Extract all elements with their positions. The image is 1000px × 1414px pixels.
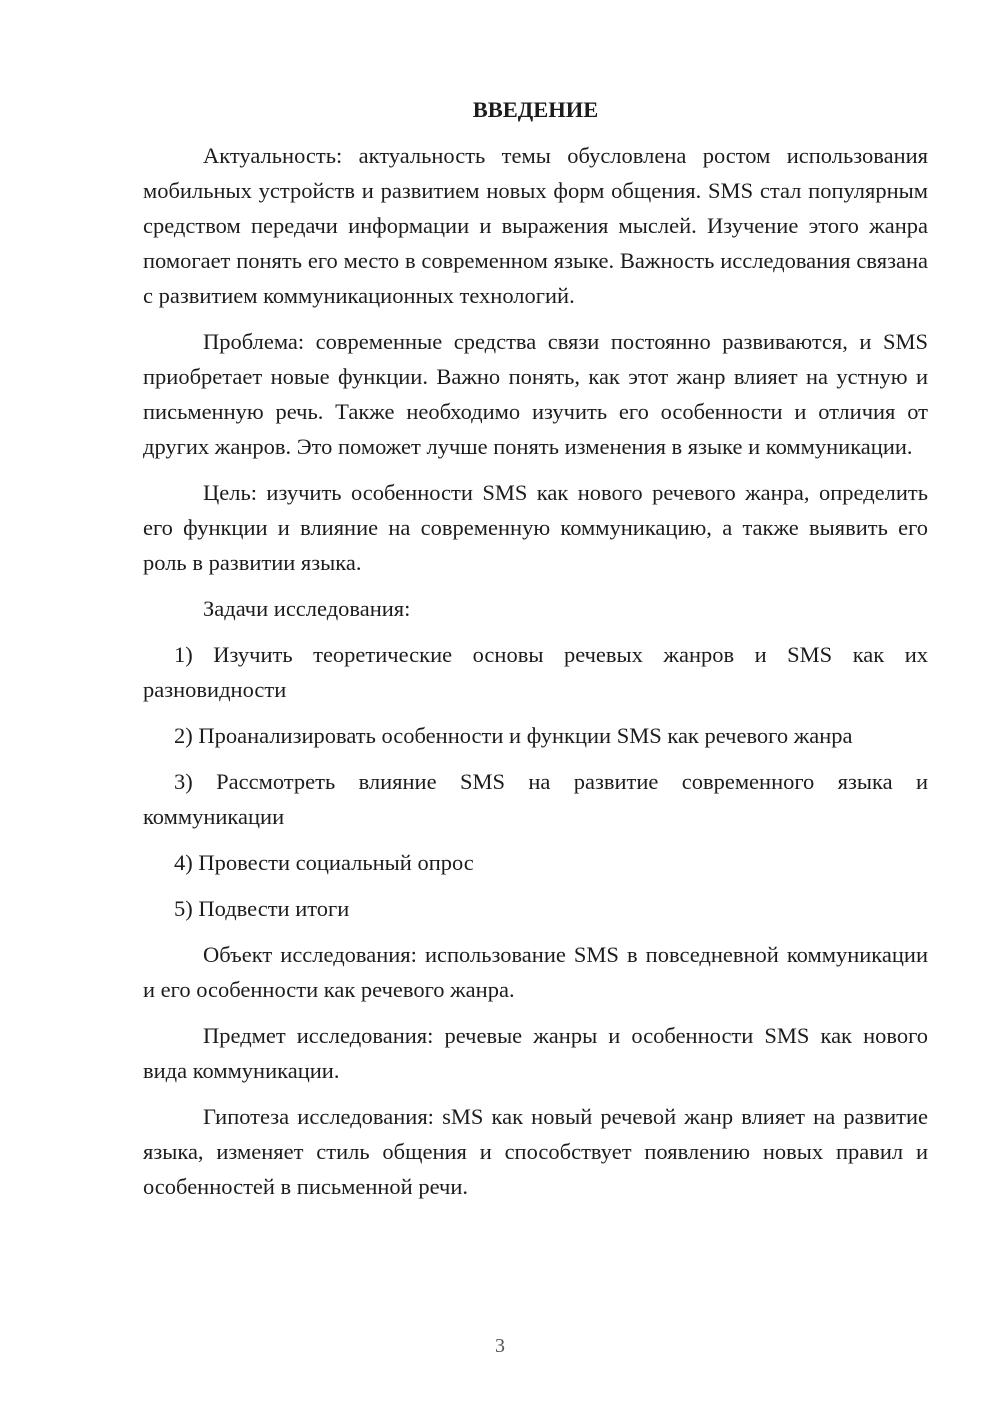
task-item-3: 3) Рассмотреть влияние SMS на развитие современного языка и коммуникации	[143, 769, 928, 829]
task-item-1: 1) Изучить теоретические основы речевых жанров и SMS как их разновидности	[143, 642, 928, 702]
paragraph-subject: Предмет исследования: речевые жанры и особенности SMS как нового вида коммуникации.	[143, 1023, 928, 1083]
tasks-title: Задачи исследования:	[203, 596, 411, 621]
task-item-2: 2) Проанализировать особенности и функции SMS как речевого жанра	[174, 723, 853, 748]
task-item-5: 5) Подвести итоги	[174, 896, 350, 921]
paragraph-hypothesis: Гипотеза исследования: sMS как новый речевой жанр влияет на развитие языка, изменяет стиль общения и способствует появлению новых правил и особенностей в письменной речи.	[143, 1104, 928, 1199]
section-heading: ВВЕДЕНИЕ	[472, 97, 599, 122]
document-page	[143, 92, 928, 1215]
paragraph-problem: Проблема: современные средства связи постоянно развиваются, и SMS приобретает новые функции. Важно понять, как этот жанр влияет на устную и письменную речь. Также необходимо изучить его особенности и отличия от других жанров. Это поможет лучше понять изменения в языке и коммуникации.	[143, 329, 928, 459]
task-item-4: 4) Провести социальный опрос	[174, 850, 474, 875]
page-number: 3	[495, 1335, 505, 1357]
paragraph-object: Объект исследования: использование SMS в повседневной коммуникации и его особенности как речевого жанра.	[143, 942, 928, 1002]
paragraph-relevance: Актуальность: актуальность темы обусловлена ростом использования мобильных устройств и развитием новых форм общения. SMS стал популярным средством передачи информации и выражения мыслей. Изучение этого жанра помогает понять его место в современном языке. Важность исследования связана с развитием коммуникационных технологий.	[143, 143, 928, 308]
paragraph-goal: Цель: изучить особенности SMS как нового речевого жанра, определить его функции и влияние на современную коммуникацию, а также выявить его роль в развитии языка.	[143, 480, 928, 575]
